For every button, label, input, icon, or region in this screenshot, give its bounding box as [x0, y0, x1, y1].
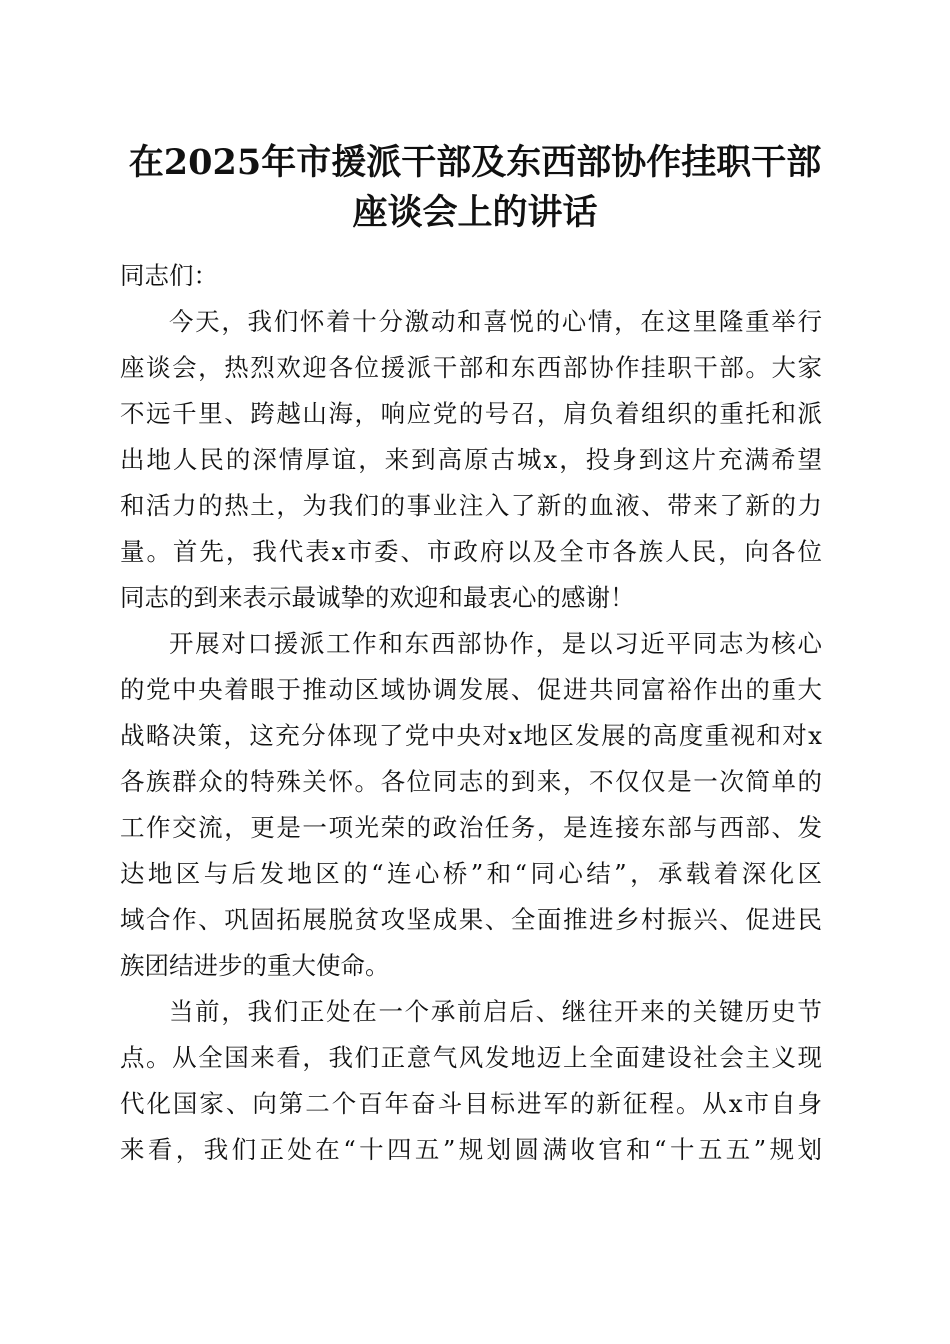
title-line-2: 座谈会上的讲话 — [352, 192, 598, 233]
paragraph-2 — [120, 621, 822, 989]
paragraph-line: 来看，我们正处在“十四五”规划圆满收官和“十五五”规划 — [120, 1135, 822, 1164]
paragraph-line: 域合作、巩固拓展脱贫攻坚成果、全面推进乡村振兴、促进民 — [120, 905, 822, 934]
paragraph-line: 量。首先，我代表x市委、市政府以及全市各族人民，向各位 — [120, 537, 822, 566]
document-title — [110, 138, 840, 238]
paragraph-line: 开展对口援派工作和东西部协作，是以习近平同志为核心 — [169, 629, 822, 658]
paragraph-1 — [120, 299, 822, 621]
paragraph-line: 族团结进步的重大使命。 — [120, 951, 390, 980]
paragraph-line: 同志的到来表示最诚挚的欢迎和最衷心的感谢！ — [120, 583, 635, 612]
paragraph-line: 战略决策，这充分体现了党中央对x地区发展的高度重视和对x — [120, 721, 822, 750]
paragraph-line: 达地区与后发地区的“连心桥”和“同心结”，承载着深化区 — [120, 859, 822, 888]
paragraph-line: 点。从全国来看，我们正意气风发地迈上全面建设社会主义现 — [120, 1043, 822, 1072]
paragraph-line: 今天，我们怀着十分激动和喜悦的心情，在这里隆重举行 — [169, 307, 822, 336]
paragraph-3 — [120, 989, 822, 1173]
paragraph-line: 座谈会，热烈欢迎各位援派干部和东西部协作挂职干部。大家 — [120, 353, 822, 382]
paragraph-line: 不远千里、跨越山海，响应党的号召，肩负着组织的重托和派 — [120, 399, 822, 428]
paragraph-line: 出地人民的深情厚谊，来到高原古城x，投身到这片充满希望 — [120, 445, 822, 474]
title-line-1: 在2025年市援派干部及东西部协作挂职干部 — [128, 142, 822, 183]
document-body — [120, 253, 822, 1173]
paragraph-line: 和活力的热土，为我们的事业注入了新的血液、带来了新的力 — [120, 491, 822, 520]
paragraph-line: 代化国家、向第二个百年奋斗目标进军的新征程。从x市自身 — [120, 1089, 822, 1118]
paragraph-line: 当前，我们正处在一个承前启后、继往开来的关键历史节 — [169, 997, 822, 1026]
paragraph-line: 工作交流，更是一项光荣的政治任务，是连接东部与西部、发 — [120, 813, 822, 842]
paragraph-line: 的党中央着眼于推动区域协调发展、促进共同富裕作出的重大 — [120, 675, 822, 704]
paragraph-line: 各族群众的特殊关怀。各位同志的到来，不仅仅是一次简单的 — [120, 767, 822, 796]
salutation: 同志们： — [120, 261, 218, 290]
